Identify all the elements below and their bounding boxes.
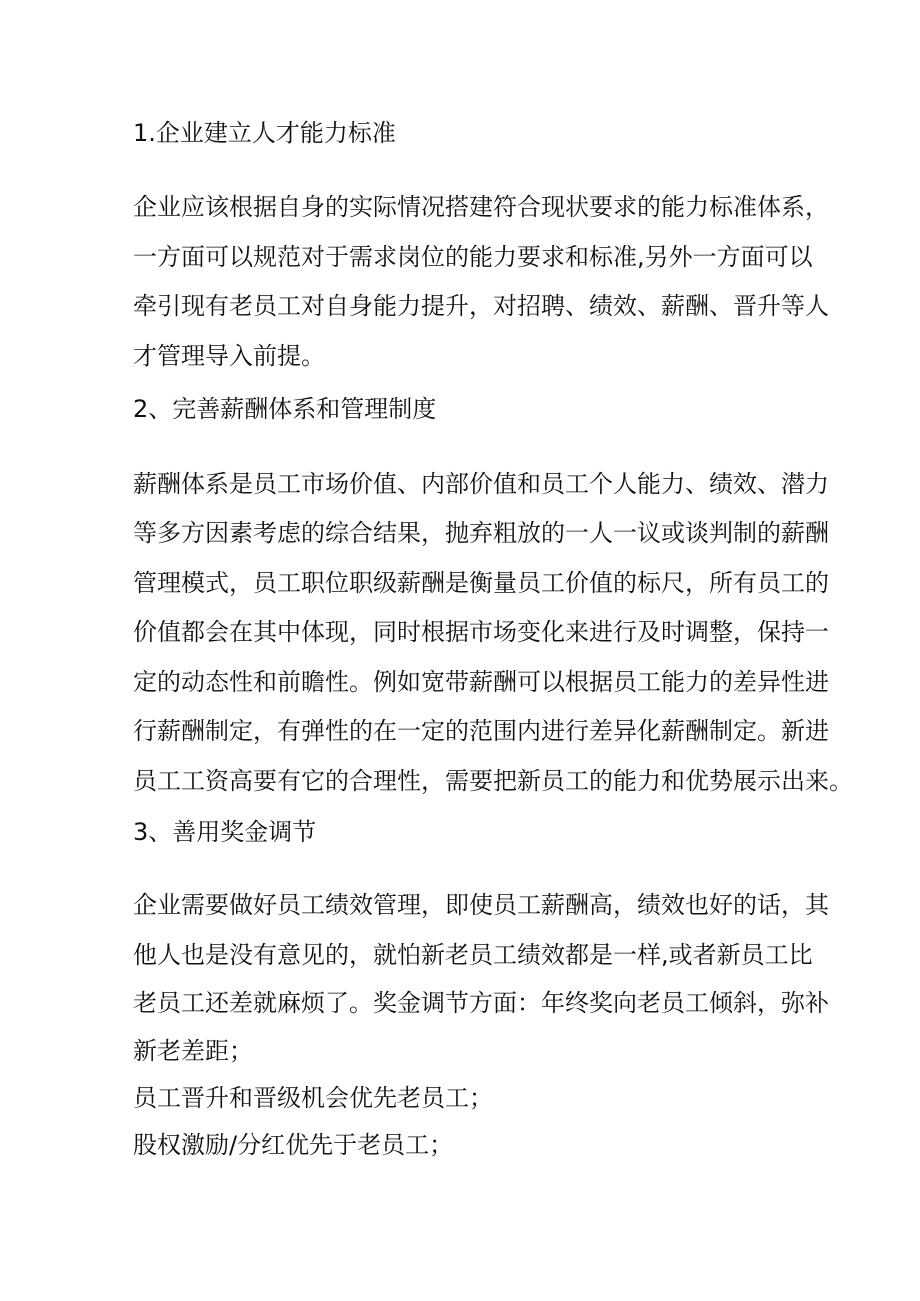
section-2-line-1: 薪酬体系是员工市场价值、内部价值和员工个人能力、绩效、潜力 [133, 470, 829, 498]
section-1-line-1: 企业应该根据自身的实际情况搭建符合现状要求的能力标准体系， [133, 193, 829, 221]
section-2-line-6: 行薪酬制定，有弹性的在一定的范围内进行差异化薪酬制定。新进 [133, 717, 829, 745]
section-3-line-3: 老员工还差就麻烦了。奖金调节方面：年终奖向老员工倾斜，弥补 [133, 989, 829, 1017]
section-2-line-3: 管理模式，员工职位职级薪酬是衡量员工价值的标尺，所有员工的 [133, 569, 829, 597]
section-1-line-2: 一方面可以规范对于需求岗位的能力要求和标准,另外一方面可以 [133, 243, 813, 271]
section-3-bullet-promotion: 员工晋升和晋级机会优先老员工； [133, 1084, 493, 1112]
section-3-bullet-equity: 股权激励/分红优先于老员工； [133, 1131, 454, 1159]
section-2-line-4: 价值都会在其中体现，同时根据市场变化来进行及时调整，保持一 [133, 618, 829, 646]
section-3-line-4: 新老差距； [133, 1037, 253, 1065]
section-1-line-4: 才管理导入前提。 [133, 342, 325, 370]
section-1-heading: 1.企业建立人才能力标准 [133, 119, 396, 147]
section-2-line-7: 员工工资高要有它的合理性，需要把新员工的能力和优势展示出来。 [133, 767, 853, 795]
section-3-line-2: 他人也是没有意见的，就怕新老员工绩效都是一样,或者新员工比 [133, 941, 813, 969]
section-2-heading: 2、完善薪酬体系和管理制度 [133, 395, 437, 423]
section-3-heading: 3、善用奖金调节 [133, 818, 317, 846]
section-2-line-5: 定的动态性和前瞻性。例如宽带薪酬可以根据员工能力的差异性进 [133, 668, 829, 696]
section-3-line-1: 企业需要做好员工绩效管理，即使员工薪酬高，绩效也好的话，其 [133, 891, 829, 919]
section-1-line-3: 牵引现有老员工对自身能力提升，对招聘、绩效、薪酬、晋升等人 [133, 292, 829, 320]
section-2-line-2: 等多方因素考虑的综合结果，抛弃粗放的一人一议或谈判制的薪酬 [133, 519, 829, 547]
